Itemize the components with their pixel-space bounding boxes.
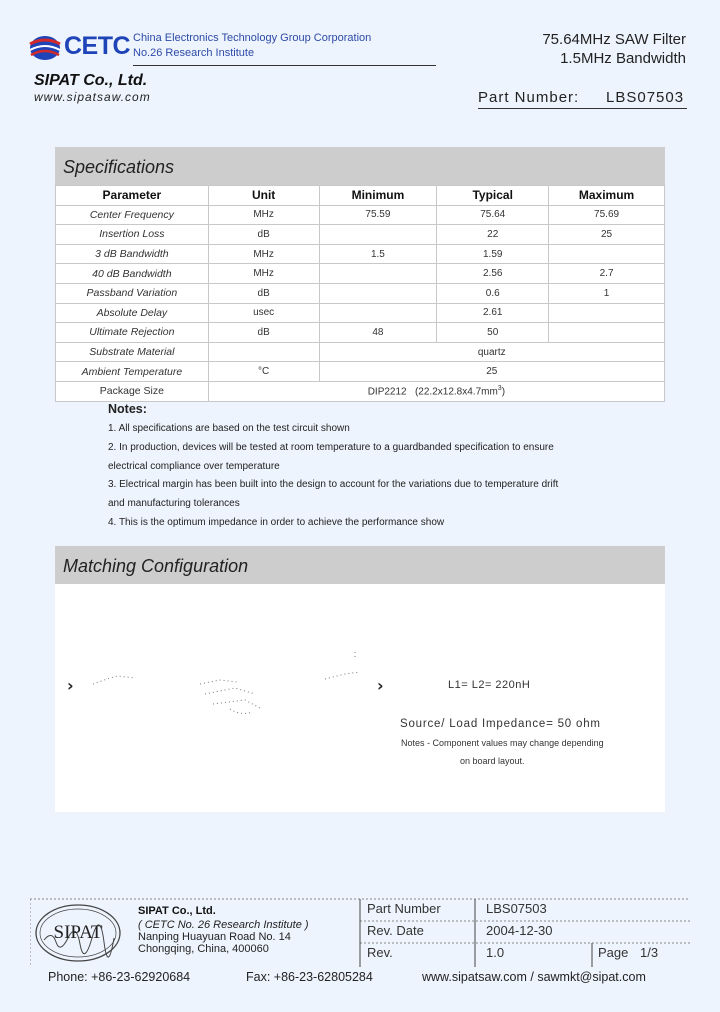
- footer-rev-label: Rev.: [367, 945, 393, 960]
- param-typ: 2.56: [437, 264, 549, 284]
- note-line: 1. All specifications are based on the test circuit shown: [108, 423, 350, 434]
- matching-panel: [55, 584, 665, 812]
- temperature-value: 25: [319, 362, 664, 382]
- param-unit: [208, 342, 319, 362]
- param-unit: MHz: [208, 244, 319, 264]
- note-line: 2. In production, devices will be tested at room temperature to a guardbanded specification to ensure: [108, 441, 554, 453]
- package-type: DIP2212: [367, 386, 407, 398]
- param-typ: 22: [437, 225, 549, 245]
- param-max: 1: [549, 283, 665, 303]
- param-max: [549, 244, 665, 264]
- note-line: and manufacturing tolerances: [108, 498, 240, 510]
- note-line: electrical compliance over temperature: [108, 460, 280, 472]
- company-name: SIPAT Co., Ltd.: [34, 72, 148, 89]
- param-typ: 50: [437, 323, 549, 343]
- param-unit: MHz: [208, 205, 319, 225]
- param-name: Insertion Loss: [56, 225, 209, 245]
- table-header-row: [56, 186, 665, 206]
- matching-note-line1: Notes - Component values may change depending: [401, 738, 604, 748]
- inductor-values: L1= L2= 220nH: [448, 679, 531, 691]
- param-max: [549, 303, 665, 323]
- input-arrow-icon: ›: [67, 676, 74, 695]
- part-number-value: LBS07503: [606, 89, 685, 106]
- param-typ: 2.61: [437, 303, 549, 323]
- param-max: 25: [549, 225, 665, 245]
- matching-title: Matching Configuration: [63, 556, 249, 576]
- table-row: [56, 264, 665, 284]
- param-min: 75.59: [319, 205, 437, 225]
- param-name: Substrate Material: [56, 342, 209, 362]
- org-name-line1: China Electronics Technology Group Corporation: [133, 32, 372, 44]
- footer-page-value: 1/3: [640, 945, 659, 960]
- package-dims-exponent: 3: [497, 385, 502, 393]
- notes-title: Notes:: [108, 402, 147, 416]
- param-name: Passband Variation: [56, 283, 209, 303]
- footer-part-number-value: LBS07503: [486, 901, 547, 916]
- specifications-title: Specifications: [63, 157, 175, 177]
- param-unit: usec: [208, 303, 319, 323]
- package-dims: (22.2x12.8x4.7mm: [414, 386, 498, 398]
- param-name: 3 dB Bandwidth: [56, 244, 209, 264]
- param-name: Ambient Temperature: [56, 362, 209, 382]
- matching-note-line2: on board layout.: [460, 756, 525, 766]
- matching-header: [55, 546, 665, 584]
- circuit-traces: [93, 652, 360, 713]
- package-dims-close: ): [501, 386, 506, 398]
- footer-frame: [30, 895, 690, 967]
- param-name: Ultimate Rejection: [56, 323, 209, 343]
- column-header: Unit: [208, 186, 319, 206]
- param-min: [319, 225, 437, 245]
- part-number-label: Part Number:: [478, 89, 580, 106]
- table-row: [56, 362, 665, 382]
- note-line: 4. This is the optimum impedance in order to achieve the performance show: [108, 516, 445, 528]
- footer-institute: ( CETC No. 26 Research Institute ): [138, 919, 309, 931]
- footer-part-number-label: Part Number: [367, 901, 441, 916]
- param-max: [549, 323, 665, 343]
- matching-circuit-diagram: [55, 584, 665, 812]
- table-row: [56, 323, 665, 343]
- param-name: Package Size: [56, 381, 209, 401]
- specifications-table: [55, 185, 665, 402]
- cetc-logo-text: CETC: [64, 32, 131, 60]
- param-name: Absolute Delay: [56, 303, 209, 323]
- product-title: 75.64MHz SAW Filter: [542, 31, 686, 48]
- table-row: [56, 303, 665, 323]
- note-line: 3. Electrical margin has been built into the design to account for the variations due to temperature drift: [108, 479, 559, 491]
- param-unit: dB: [208, 225, 319, 245]
- substrate-value: quartz: [319, 342, 664, 362]
- table-row: [56, 381, 665, 401]
- table-row: [56, 283, 665, 303]
- sipat-logo-icon: [34, 900, 122, 966]
- param-min: [319, 283, 437, 303]
- footer-company: SIPAT Co., Ltd.: [138, 905, 216, 917]
- company-website: www.sipatsaw.com: [34, 90, 151, 104]
- footer-address-line2: Chongqing, China, 400060: [138, 943, 269, 955]
- footer-phone: Phone: +86-23-62920684: [48, 970, 191, 984]
- param-unit: dB: [208, 323, 319, 343]
- footer-rev-date-value: 2004-12-30: [486, 923, 553, 938]
- org-name-line2: No.26 Research Institute: [133, 47, 255, 59]
- param-min: [319, 303, 437, 323]
- param-typ: 0.6: [437, 283, 549, 303]
- column-header: Parameter: [56, 186, 209, 206]
- footer-page-label: Page: [598, 945, 629, 960]
- part-number-underline: [478, 108, 687, 109]
- param-max: 75.69: [549, 205, 665, 225]
- table-row: [56, 225, 665, 245]
- impedance-text: Source/ Load Impedance= 50 ohm: [400, 718, 601, 730]
- footer-address-line1: Nanping Huayuan Road No. 14: [138, 931, 291, 943]
- column-header: Typical: [437, 186, 549, 206]
- param-name: Center Frequency: [56, 205, 209, 225]
- svg-text:SIPAT: SIPAT: [53, 922, 103, 943]
- param-unit: MHz: [208, 264, 319, 284]
- column-header: Minimum: [319, 186, 437, 206]
- footer-contact-web: www.sipatsaw.com / sawmkt@sipat.com: [422, 970, 646, 984]
- param-unit: dB: [208, 283, 319, 303]
- specifications-header: [55, 147, 665, 185]
- footer-fax: Fax: +86-23-62805284: [246, 970, 373, 984]
- table-row: [56, 244, 665, 264]
- param-min: [319, 264, 437, 284]
- param-typ: 75.64: [437, 205, 549, 225]
- table-row: [56, 205, 665, 225]
- notes-block: [108, 402, 628, 533]
- cetc-logo-icon: [28, 30, 62, 64]
- param-min: 48: [319, 323, 437, 343]
- param-min: 1.5: [319, 244, 437, 264]
- package-value: [208, 381, 664, 401]
- output-arrow-icon: ›: [377, 676, 384, 695]
- param-max: 2.7: [549, 264, 665, 284]
- param-typ: 1.59: [437, 244, 549, 264]
- column-header: Maximum: [549, 186, 665, 206]
- table-row: [56, 342, 665, 362]
- param-name: 40 dB Bandwidth: [56, 264, 209, 284]
- param-unit: °C: [208, 362, 319, 382]
- footer-rev-date-label: Rev. Date: [367, 923, 424, 938]
- footer-rev-value: 1.0: [486, 945, 505, 960]
- header-divider: [133, 65, 436, 66]
- product-subtitle: 1.5MHz Bandwidth: [560, 50, 686, 67]
